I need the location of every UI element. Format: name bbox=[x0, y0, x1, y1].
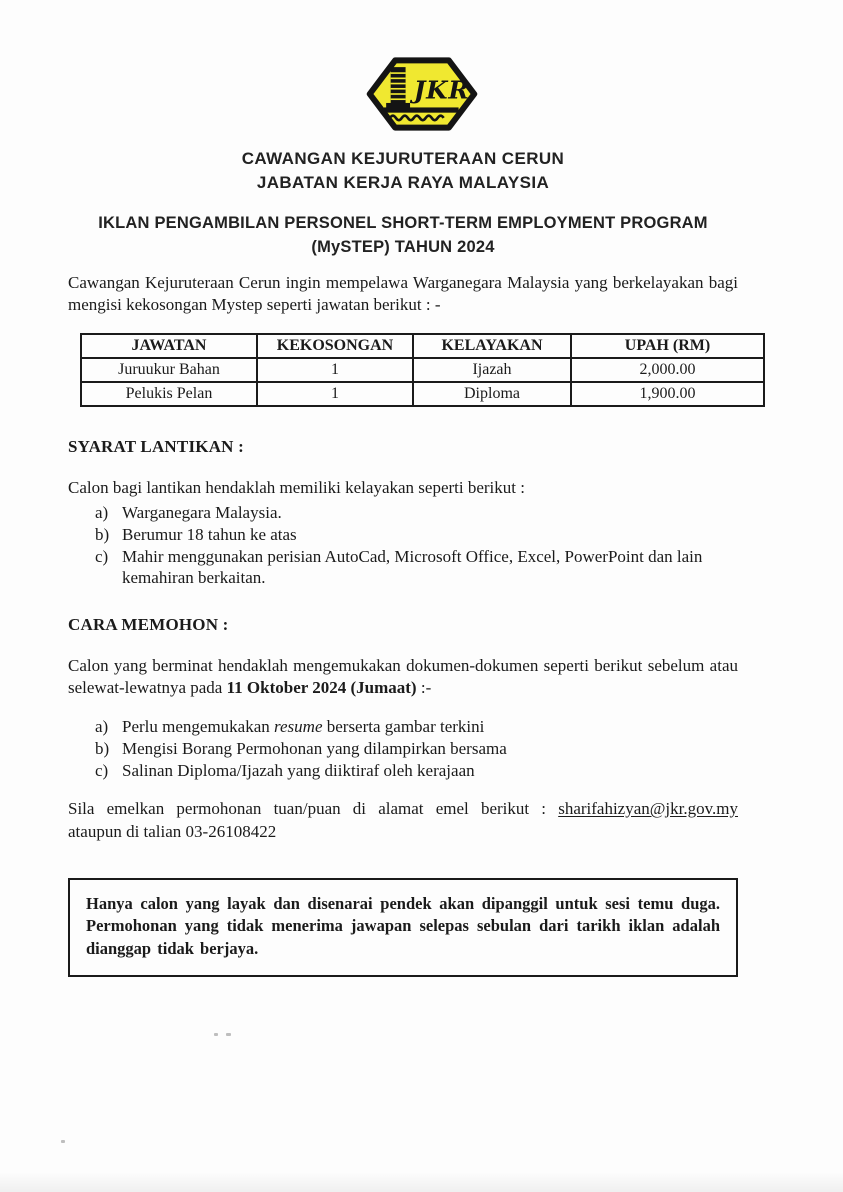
jkr-logo-graphic bbox=[366, 56, 478, 132]
jkr-logo bbox=[366, 56, 478, 132]
list-item bbox=[68, 716, 738, 738]
contact-text-before-email: Sila emelkan permohonan tuan/puan di alamat emel berikut : bbox=[68, 798, 559, 818]
advert-title-line1: IKLAN PENGAMBILAN PERSONEL SHORT-TERM EMPLOYMENT PROGRAM bbox=[98, 214, 708, 232]
list-item-label: b) bbox=[95, 738, 110, 758]
syarat-list bbox=[68, 502, 738, 589]
org-name-line2: JABATAN KERJA RAYA MALAYSIA bbox=[256, 173, 550, 192]
list-item-text: Warganegara Malaysia. bbox=[122, 503, 282, 522]
org-name-line1: CAWANGAN KEJURUTERAAN CERUN bbox=[241, 149, 565, 168]
table-row bbox=[81, 358, 764, 382]
col-header-kekosongan: KEKOSONGAN bbox=[257, 334, 413, 358]
table-header-row bbox=[81, 334, 764, 358]
syarat-intro: Calon bagi lantikan hendaklah memiliki kelayakan seperti berikut : bbox=[68, 478, 525, 497]
table-row bbox=[81, 382, 764, 406]
syarat-lantikan-heading: SYARAT LANTIKAN : bbox=[68, 437, 244, 456]
cara-intro-before: Calon yang berminat hendaklah mengemukakan dokumen-dokumen seperti berikut sebelum atau selewat-lewatnya pada bbox=[68, 656, 738, 698]
vacancy-table bbox=[80, 333, 765, 407]
list-item-text bbox=[122, 716, 738, 738]
cara-intro-after: :- bbox=[416, 678, 432, 698]
list-item-label: a) bbox=[95, 503, 109, 522]
advert-title bbox=[68, 211, 738, 259]
col-header-jawatan: JAWATAN bbox=[81, 334, 257, 358]
list-item-text: Mengisi Borang Permohonan yang dilampirkan bersama bbox=[122, 738, 507, 758]
list-item-label: b) bbox=[95, 524, 110, 544]
jkr-logo-text: JKR bbox=[413, 75, 470, 105]
list-item-text: Salinan Diploma/Ijazah yang diiktiraf oleh kerajaan bbox=[122, 760, 475, 780]
cell-upah: 1,900.00 bbox=[571, 382, 764, 406]
list-item bbox=[68, 738, 738, 760]
cara-item-a-after: berserta gambar terkini bbox=[322, 717, 485, 737]
contact-paragraph bbox=[68, 797, 738, 843]
list-item-text: Berumur 18 tahun ke atas bbox=[122, 524, 297, 544]
contact-line1 bbox=[68, 797, 738, 820]
vacancy-table-wrap bbox=[80, 333, 738, 407]
cell-kelayakan: Diploma bbox=[413, 382, 571, 406]
list-item-label: c) bbox=[95, 546, 109, 566]
cara-memohon-heading: CARA MEMOHON : bbox=[68, 615, 229, 635]
notice-box bbox=[68, 878, 738, 978]
cell-kelayakan: Ijazah bbox=[413, 358, 571, 382]
list-item bbox=[68, 524, 738, 546]
contact-email: sharifahizyan@jkr.gov.my bbox=[558, 798, 738, 818]
list-item bbox=[68, 546, 738, 590]
list-item bbox=[68, 760, 738, 782]
contact-line2: ataupun di talian 03-26108422 bbox=[68, 821, 277, 841]
scan-artifact bbox=[214, 1033, 218, 1036]
cara-list bbox=[68, 716, 738, 781]
advert-title-line2: (MySTEP) TAHUN 2024 bbox=[311, 238, 495, 256]
intro-paragraph: Cawangan Kejuruteraan Cerun ingin mempelawa Warganegara Malaysia yang berkelayakan bagi mengisi kekosongan Mystep seperti jawatan berikut : - bbox=[68, 273, 738, 314]
organisation-header bbox=[68, 147, 738, 195]
scan-bottom-shading bbox=[0, 1172, 843, 1192]
scan-artifact bbox=[61, 1140, 65, 1143]
cell-kekosongan: 1 bbox=[257, 382, 413, 406]
col-header-upah: UPAH (RM) bbox=[571, 334, 764, 358]
scan-artifact bbox=[226, 1033, 231, 1036]
deadline-date: 11 Oktober 2024 (Jumaat) bbox=[226, 678, 417, 698]
cell-jawatan: Pelukis Pelan bbox=[81, 382, 257, 406]
list-item-label: a) bbox=[95, 717, 109, 737]
cell-kekosongan: 1 bbox=[257, 358, 413, 382]
resume-italic: resume bbox=[274, 717, 323, 737]
col-header-kelayakan: KELAYAKAN bbox=[413, 334, 571, 358]
cell-upah: 2,000.00 bbox=[571, 358, 764, 382]
list-item-text: Mahir menggunakan perisian AutoCad, Microsoft Office, Excel, PowerPoint dan lain kemahiran berkaitan. bbox=[122, 546, 703, 588]
list-item-label: c) bbox=[95, 760, 109, 780]
notice-text: Hanya calon yang layak dan disenarai pendek akan dipanggil untuk sesi temu duga. Permohonan yang tidak menerima jawapan selepas sebulan dari tarikh iklan adalah dianggap tidak berjaya. bbox=[86, 893, 720, 958]
cell-jawatan: Juruukur Bahan bbox=[81, 358, 257, 382]
list-item bbox=[68, 502, 738, 524]
cara-intro-paragraph bbox=[68, 655, 738, 699]
cara-item-a-before: Perlu mengemukakan bbox=[122, 717, 275, 737]
